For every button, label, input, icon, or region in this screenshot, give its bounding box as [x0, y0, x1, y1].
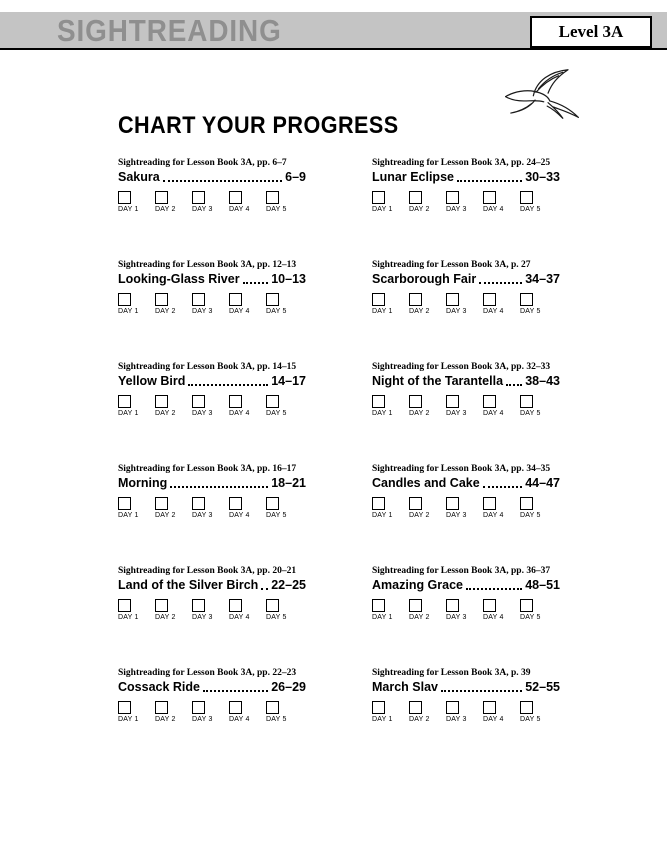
day-checkbox[interactable]	[446, 701, 459, 714]
day-row	[118, 599, 290, 621]
day-label: DAY 3	[192, 716, 213, 723]
day-checkbox-group	[118, 293, 142, 315]
entry-source: Sightreading for Lesson Book 3A, pp. 20–21	[118, 566, 297, 576]
day-checkbox-group	[446, 497, 470, 519]
day-checkbox-group	[372, 701, 396, 723]
day-label: DAY 1	[372, 614, 393, 621]
dot-leader	[163, 180, 282, 182]
dot-leader	[466, 588, 522, 590]
day-checkbox-group	[372, 497, 396, 519]
day-checkbox[interactable]	[266, 701, 279, 714]
day-checkbox[interactable]	[229, 701, 242, 714]
entry-pages: 34–37	[525, 272, 560, 286]
day-checkbox-group	[192, 191, 216, 213]
day-checkbox[interactable]	[409, 395, 422, 408]
day-checkbox-group	[483, 395, 507, 417]
day-label: DAY 1	[118, 716, 139, 723]
day-checkbox[interactable]	[118, 599, 131, 612]
day-checkbox[interactable]	[520, 293, 533, 306]
day-label: DAY 4	[483, 410, 504, 417]
entry-title-row	[372, 578, 560, 593]
day-label: DAY 2	[409, 512, 430, 519]
entry-source: Sightreading for Lesson Book 3A, pp. 24–25	[372, 158, 551, 168]
day-checkbox[interactable]	[155, 701, 168, 714]
day-checkbox-group	[155, 497, 179, 519]
day-checkbox-group	[520, 293, 544, 315]
day-label: DAY 3	[446, 614, 467, 621]
day-checkbox[interactable]	[520, 701, 533, 714]
dot-leader	[261, 588, 268, 590]
day-checkbox-group	[266, 497, 290, 519]
entry-title: Candles and Cake	[372, 476, 480, 490]
entry-title-row	[118, 476, 306, 491]
dot-leader	[441, 690, 522, 692]
entry-title-row	[372, 374, 560, 389]
day-label: DAY 4	[229, 410, 250, 417]
day-checkbox-group	[229, 701, 253, 723]
day-checkbox-group	[483, 191, 507, 213]
day-label: DAY 1	[118, 614, 139, 621]
entry-pages: 30–33	[525, 170, 560, 184]
day-checkbox[interactable]	[372, 293, 385, 306]
day-checkbox[interactable]	[229, 599, 242, 612]
day-label: DAY 2	[409, 308, 430, 315]
day-checkbox[interactable]	[266, 497, 279, 510]
entry-pages: 52–55	[525, 680, 560, 694]
day-checkbox-group	[155, 599, 179, 621]
day-checkbox-group	[266, 701, 290, 723]
day-label: DAY 5	[520, 206, 541, 213]
day-label: DAY 5	[266, 716, 287, 723]
entry-source: Sightreading for Lesson Book 3A, pp. 36–37	[372, 566, 551, 576]
day-checkbox-group	[372, 293, 396, 315]
day-label: DAY 5	[520, 512, 541, 519]
entry-source: Sightreading for Lesson Book 3A, pp. 16–17	[118, 464, 297, 474]
day-label: DAY 2	[155, 512, 176, 519]
day-checkbox[interactable]	[192, 293, 205, 306]
day-checkbox[interactable]	[229, 395, 242, 408]
day-checkbox-group	[155, 191, 179, 213]
day-checkbox-group	[372, 395, 396, 417]
day-label: DAY 2	[409, 410, 430, 417]
day-label: DAY 5	[520, 308, 541, 315]
day-label: DAY 2	[155, 614, 176, 621]
day-label: DAY 4	[229, 308, 250, 315]
day-label: DAY 5	[266, 410, 287, 417]
day-label: DAY 4	[483, 308, 504, 315]
day-checkbox[interactable]	[372, 701, 385, 714]
entry-title: March Slav	[372, 680, 439, 694]
day-checkbox-group	[483, 497, 507, 519]
progress-entry	[372, 362, 562, 417]
entry-source: Sightreading for Lesson Book 3A, pp. 22–23	[118, 668, 297, 678]
day-checkbox[interactable]	[155, 191, 168, 204]
entry-pages: 14–17	[271, 374, 306, 388]
header-title: SIGHTREADING	[57, 13, 282, 48]
day-row	[372, 701, 544, 723]
day-label: DAY 5	[266, 614, 287, 621]
right-column	[372, 158, 562, 770]
day-checkbox[interactable]	[409, 293, 422, 306]
entry-pages: 26–29	[271, 680, 306, 694]
day-row	[372, 497, 544, 519]
day-row	[118, 191, 290, 213]
day-checkbox[interactable]	[155, 599, 168, 612]
day-label: DAY 1	[372, 206, 393, 213]
entry-title: Scarborough Fair	[372, 272, 477, 286]
day-label: DAY 2	[409, 716, 430, 723]
day-label: DAY 5	[266, 308, 287, 315]
day-checkbox-group	[229, 293, 253, 315]
day-label: DAY 3	[446, 410, 467, 417]
progress-entry	[118, 464, 308, 519]
day-checkbox[interactable]	[192, 599, 205, 612]
day-label: DAY 1	[372, 716, 393, 723]
day-label: DAY 4	[229, 206, 250, 213]
day-checkbox-group	[409, 191, 433, 213]
day-checkbox-group	[155, 395, 179, 417]
day-checkbox-group	[118, 599, 142, 621]
entry-title: Land of the Silver Birch	[118, 578, 259, 592]
day-checkbox-group	[155, 701, 179, 723]
day-label: DAY 4	[229, 512, 250, 519]
entry-source: Sightreading for Lesson Book 3A, p. 27	[372, 260, 531, 270]
day-checkbox[interactable]	[446, 599, 459, 612]
day-checkbox-group	[118, 497, 142, 519]
day-checkbox-group	[229, 395, 253, 417]
day-checkbox-group	[446, 395, 470, 417]
day-row	[118, 395, 290, 417]
day-label: DAY 1	[118, 410, 139, 417]
entry-title: Sakura	[118, 170, 160, 184]
day-checkbox-group	[446, 599, 470, 621]
day-checkbox[interactable]	[446, 191, 459, 204]
day-checkbox[interactable]	[483, 599, 496, 612]
entry-pages: 22–25	[271, 578, 306, 592]
day-label: DAY 3	[446, 206, 467, 213]
day-checkbox-group	[520, 191, 544, 213]
day-label: DAY 1	[372, 410, 393, 417]
day-label: DAY 4	[483, 716, 504, 723]
section-title: CHART YOUR PROGRESS	[118, 112, 399, 139]
day-checkbox[interactable]	[118, 293, 131, 306]
day-checkbox[interactable]	[409, 599, 422, 612]
day-label: DAY 3	[446, 512, 467, 519]
day-label: DAY 4	[483, 614, 504, 621]
day-label: DAY 5	[520, 614, 541, 621]
day-checkbox-group	[483, 701, 507, 723]
day-checkbox-group	[409, 293, 433, 315]
day-checkbox-group	[192, 599, 216, 621]
entry-source: Sightreading for Lesson Book 3A, pp. 14–15	[118, 362, 297, 372]
entry-title: Amazing Grace	[372, 578, 464, 592]
day-label: DAY 3	[192, 614, 213, 621]
day-checkbox[interactable]	[266, 395, 279, 408]
day-label: DAY 2	[155, 410, 176, 417]
day-checkbox[interactable]	[446, 497, 459, 510]
day-checkbox[interactable]	[409, 701, 422, 714]
entry-source: Sightreading for Lesson Book 3A, pp. 12–13	[118, 260, 297, 270]
day-checkbox[interactable]	[192, 191, 205, 204]
dot-leader	[506, 384, 522, 386]
day-label: DAY 1	[118, 206, 139, 213]
day-checkbox[interactable]	[483, 701, 496, 714]
entry-pages: 48–51	[525, 578, 560, 592]
day-checkbox-group	[520, 599, 544, 621]
day-label: DAY 1	[118, 308, 139, 315]
entry-source: Sightreading for Lesson Book 3A, pp. 32–33	[372, 362, 551, 372]
level-badge: Level 3A	[530, 16, 652, 48]
day-label: DAY 5	[520, 716, 541, 723]
progress-entry	[118, 260, 308, 315]
day-checkbox-group	[409, 395, 433, 417]
dot-leader	[170, 486, 268, 488]
day-checkbox[interactable]	[520, 497, 533, 510]
day-checkbox[interactable]	[266, 599, 279, 612]
day-label: DAY 3	[446, 716, 467, 723]
day-checkbox-group	[266, 599, 290, 621]
day-label: DAY 3	[192, 410, 213, 417]
day-checkbox[interactable]	[155, 293, 168, 306]
day-checkbox[interactable]	[372, 395, 385, 408]
day-checkbox[interactable]	[520, 395, 533, 408]
day-checkbox-group	[192, 395, 216, 417]
day-checkbox[interactable]	[372, 599, 385, 612]
day-checkbox-group	[266, 293, 290, 315]
day-checkbox-group	[520, 395, 544, 417]
progress-entry	[372, 158, 562, 213]
day-checkbox-group	[372, 191, 396, 213]
entry-pages: 38–43	[525, 374, 560, 388]
day-checkbox-group	[372, 599, 396, 621]
day-row	[372, 599, 544, 621]
day-label: DAY 2	[409, 206, 430, 213]
day-checkbox[interactable]	[409, 191, 422, 204]
entry-title-row	[372, 272, 560, 287]
day-label: DAY 1	[118, 512, 139, 519]
day-row	[372, 191, 544, 213]
entry-title-row	[118, 578, 306, 593]
day-checkbox-group	[192, 701, 216, 723]
entry-title-row	[118, 272, 306, 287]
day-checkbox[interactable]	[229, 191, 242, 204]
day-checkbox[interactable]	[192, 497, 205, 510]
day-checkbox[interactable]	[483, 293, 496, 306]
dot-leader	[479, 282, 522, 284]
day-checkbox-group	[118, 701, 142, 723]
progress-entry	[372, 464, 562, 519]
day-checkbox-group	[483, 293, 507, 315]
entry-title: Looking-Glass River	[118, 272, 240, 286]
day-label: DAY 4	[483, 206, 504, 213]
day-label: DAY 1	[372, 512, 393, 519]
day-label: DAY 3	[446, 308, 467, 315]
day-row	[372, 293, 544, 315]
day-label: DAY 4	[229, 614, 250, 621]
dot-leader	[188, 384, 268, 386]
day-checkbox[interactable]	[192, 701, 205, 714]
day-checkbox-group	[483, 599, 507, 621]
entry-source: Sightreading for Lesson Book 3A, pp. 6–7	[118, 158, 287, 168]
day-label: DAY 3	[192, 512, 213, 519]
entry-title: Yellow Bird	[118, 374, 186, 388]
day-checkbox-group	[409, 599, 433, 621]
day-label: DAY 3	[192, 308, 213, 315]
day-checkbox[interactable]	[372, 497, 385, 510]
day-checkbox[interactable]	[372, 191, 385, 204]
entry-pages: 18–21	[271, 476, 306, 490]
day-row	[118, 497, 290, 519]
day-checkbox-group	[192, 293, 216, 315]
day-checkbox[interactable]	[446, 395, 459, 408]
day-checkbox-group	[266, 191, 290, 213]
day-checkbox[interactable]	[483, 497, 496, 510]
dot-leader	[483, 486, 523, 488]
day-checkbox[interactable]	[520, 599, 533, 612]
day-checkbox[interactable]	[118, 191, 131, 204]
entry-title: Night of the Tarantella	[372, 374, 504, 388]
progress-entry	[372, 566, 562, 621]
left-column	[118, 158, 308, 770]
progress-entry	[118, 158, 308, 213]
day-checkbox[interactable]	[118, 395, 131, 408]
day-checkbox[interactable]	[229, 293, 242, 306]
progress-entry	[372, 260, 562, 315]
day-label: DAY 5	[266, 512, 287, 519]
progress-entry	[118, 668, 308, 723]
progress-entry	[372, 668, 562, 723]
entry-title-row	[372, 170, 560, 185]
day-checkbox[interactable]	[192, 395, 205, 408]
day-checkbox[interactable]	[409, 497, 422, 510]
progress-entry	[118, 362, 308, 417]
entry-pages: 6–9	[285, 170, 306, 184]
day-checkbox[interactable]	[266, 293, 279, 306]
day-checkbox[interactable]	[155, 497, 168, 510]
day-checkbox-group	[520, 497, 544, 519]
day-checkbox-group	[446, 293, 470, 315]
day-checkbox-group	[520, 701, 544, 723]
day-checkbox-group	[229, 599, 253, 621]
day-checkbox-group	[192, 497, 216, 519]
day-checkbox-group	[446, 191, 470, 213]
day-checkbox[interactable]	[446, 293, 459, 306]
dot-leader	[203, 690, 268, 692]
dot-leader	[457, 180, 522, 182]
entry-source: Sightreading for Lesson Book 3A, p. 39	[372, 668, 531, 678]
day-label: DAY 2	[155, 716, 176, 723]
day-checkbox-group	[229, 497, 253, 519]
day-checkbox[interactable]	[483, 395, 496, 408]
day-label: DAY 2	[155, 308, 176, 315]
entry-title: Lunar Eclipse	[372, 170, 454, 184]
dot-leader	[243, 282, 269, 284]
entry-title: Cossack Ride	[118, 680, 200, 694]
entry-pages: 44–47	[525, 476, 560, 490]
day-checkbox[interactable]	[118, 497, 131, 510]
entry-title-row	[118, 680, 306, 695]
day-label: DAY 4	[483, 512, 504, 519]
day-label: DAY 3	[192, 206, 213, 213]
day-checkbox[interactable]	[118, 701, 131, 714]
day-row	[118, 701, 290, 723]
day-row	[372, 395, 544, 417]
day-row	[118, 293, 290, 315]
day-checkbox-group	[409, 701, 433, 723]
day-label: DAY 1	[372, 308, 393, 315]
day-label: DAY 5	[266, 206, 287, 213]
entry-source: Sightreading for Lesson Book 3A, pp. 34–35	[372, 464, 551, 474]
entry-title: Morning	[118, 476, 168, 490]
entry-pages: 10–13	[271, 272, 306, 286]
day-checkbox[interactable]	[155, 395, 168, 408]
day-checkbox[interactable]	[520, 191, 533, 204]
day-checkbox-group	[266, 395, 290, 417]
day-checkbox[interactable]	[483, 191, 496, 204]
entry-title-row	[118, 170, 306, 185]
day-checkbox-group	[155, 293, 179, 315]
day-label: DAY 2	[409, 614, 430, 621]
day-checkbox-group	[446, 701, 470, 723]
day-checkbox-group	[229, 191, 253, 213]
bird-icon	[498, 68, 586, 120]
day-checkbox[interactable]	[266, 191, 279, 204]
day-checkbox[interactable]	[229, 497, 242, 510]
progress-entry	[118, 566, 308, 621]
day-label: DAY 2	[155, 206, 176, 213]
entry-title-row	[118, 374, 306, 389]
day-checkbox-group	[118, 395, 142, 417]
day-label: DAY 5	[520, 410, 541, 417]
entry-title-row	[372, 476, 560, 491]
day-checkbox-group	[409, 497, 433, 519]
entry-title-row	[372, 680, 560, 695]
day-checkbox-group	[118, 191, 142, 213]
day-label: DAY 4	[229, 716, 250, 723]
